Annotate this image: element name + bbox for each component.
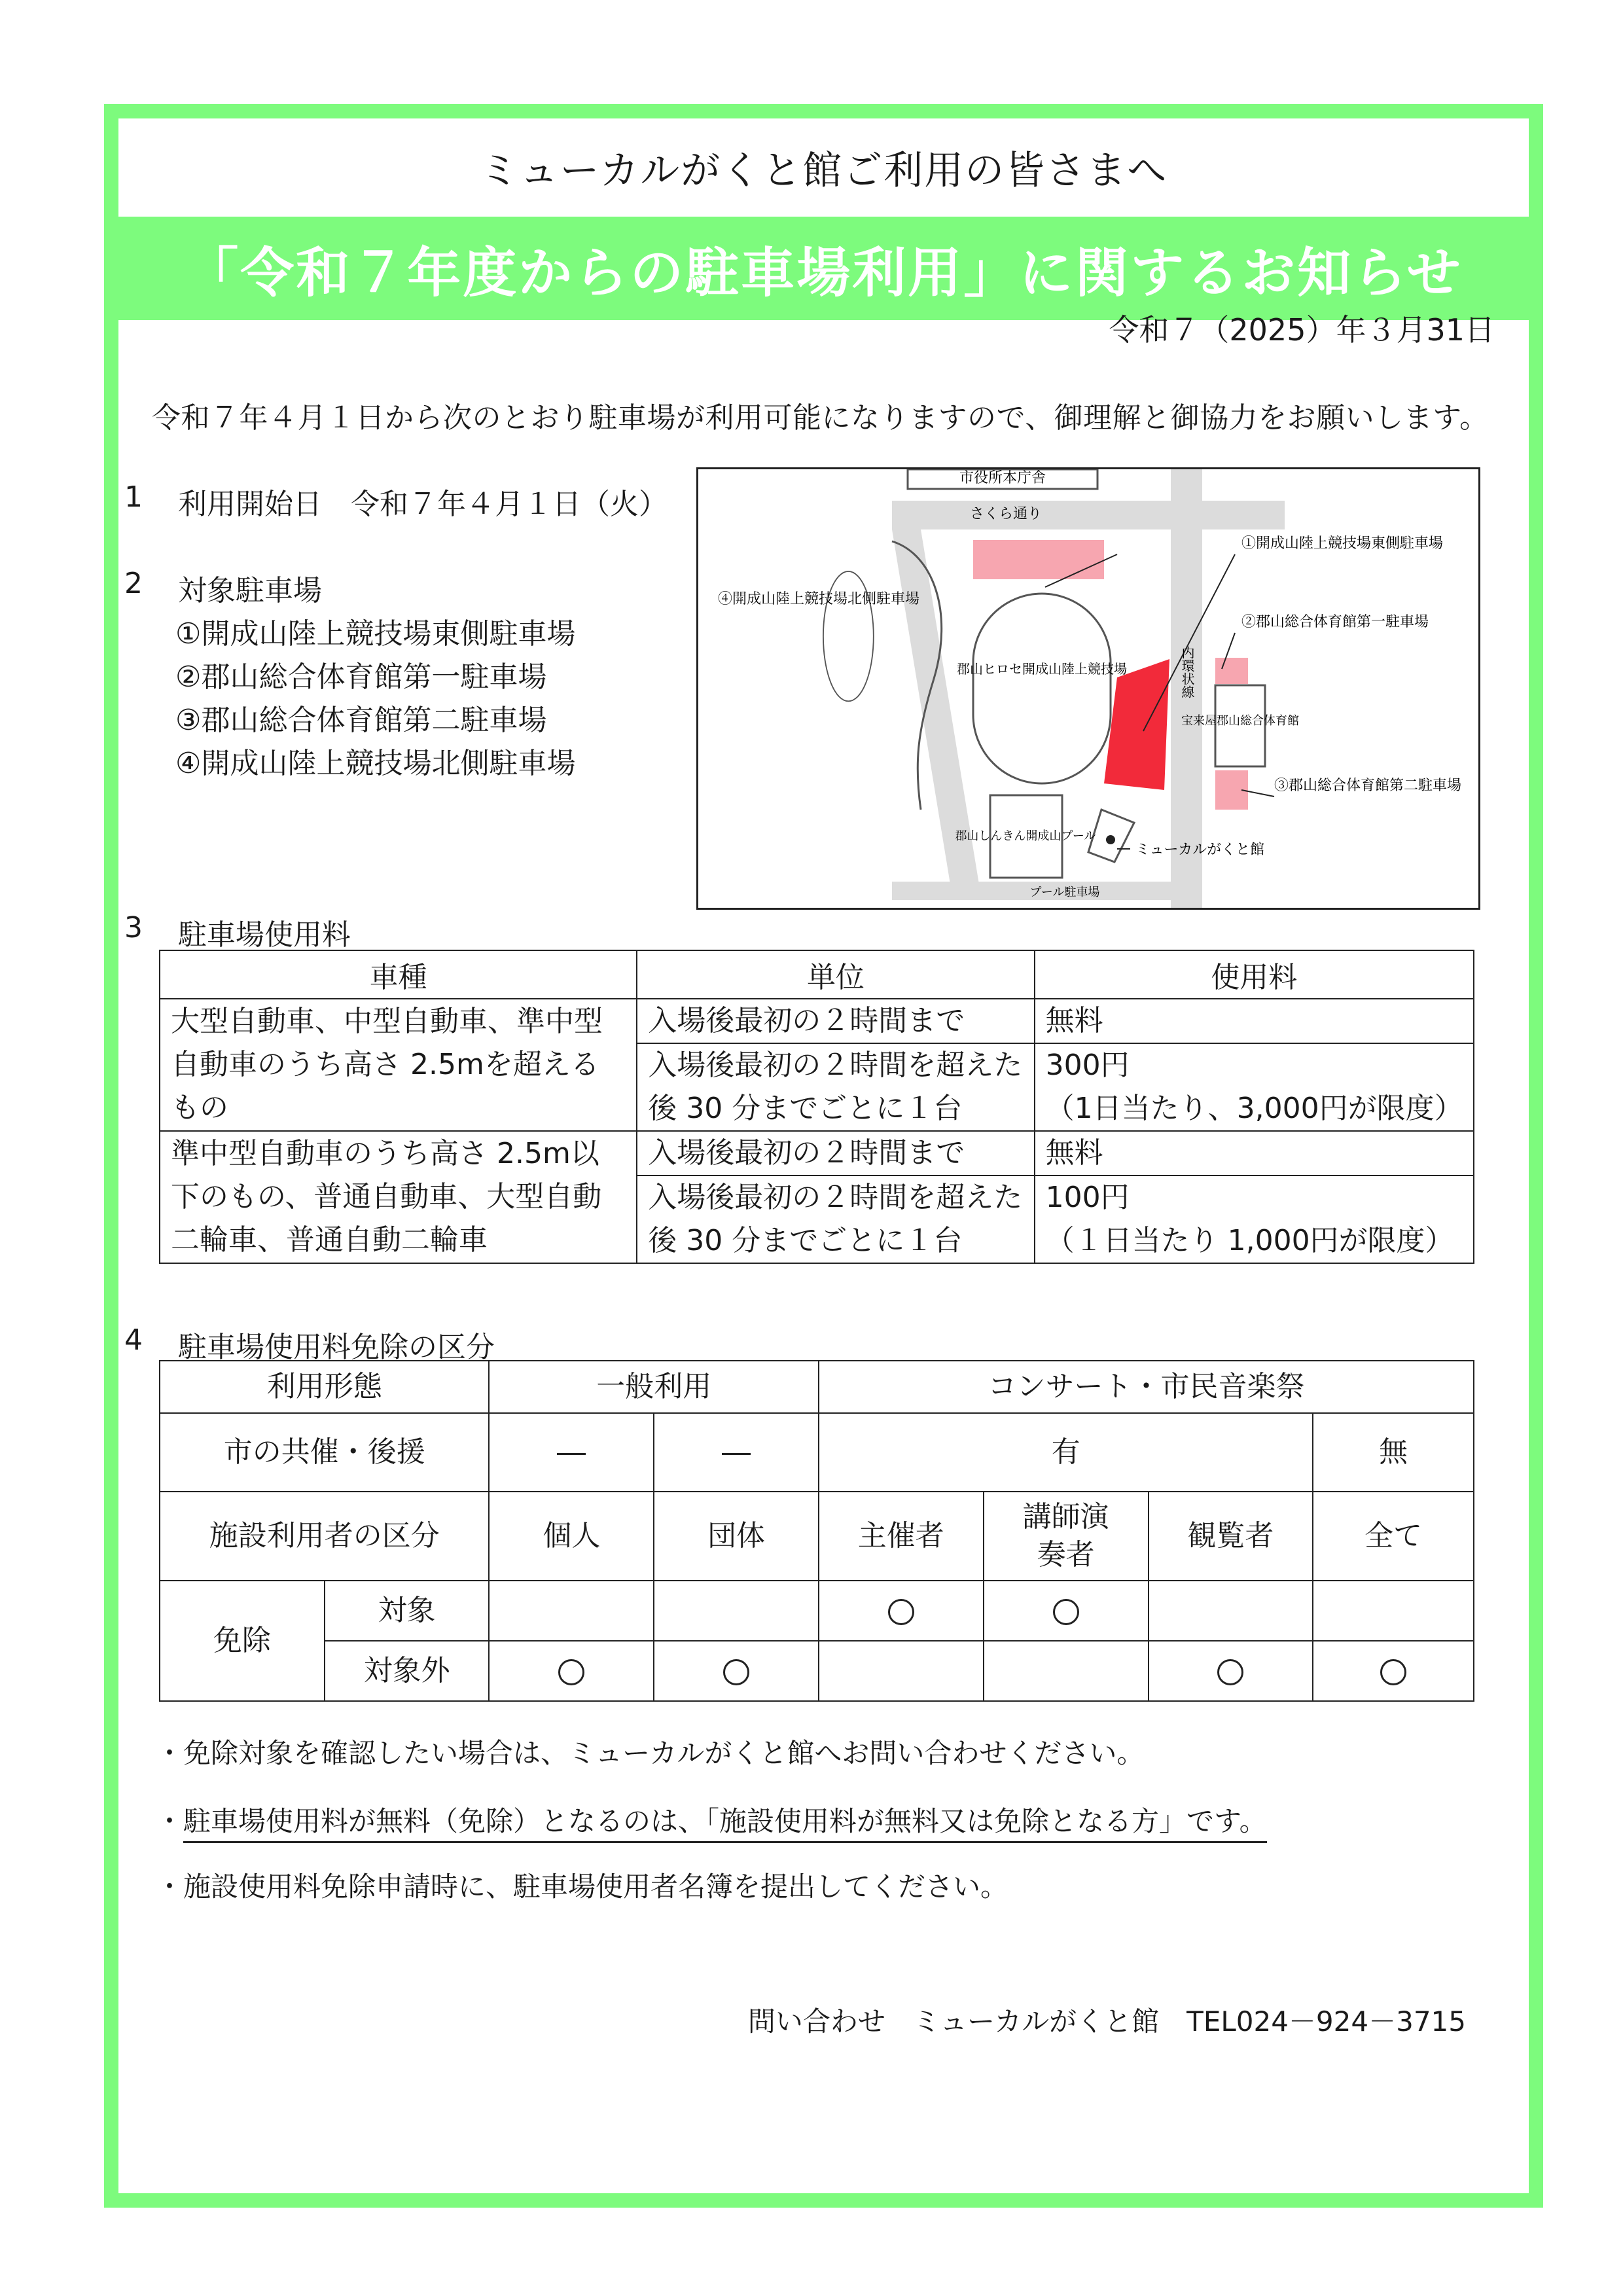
fee-value-cell: 無料 [1035,999,1474,1043]
section-4-label: 駐車場使用料免除の区分 [178,1331,495,1364]
map-pool-parking-label: プール駐車場 [1029,886,1100,899]
section-3-num: 3 [124,911,143,944]
fee-header-unit: 単位 [637,950,1034,999]
exemption-usage-header: 利用形態 [160,1361,489,1413]
parking-map [696,467,1480,910]
exemption-cell [819,1581,984,1641]
exemption-user-individual: 個人 [489,1492,654,1581]
fee-amount: 300円 [1045,1049,1130,1082]
parking-fee-table [159,950,1474,1264]
greeting-header: ミューカルがくと館ご利用の皆さまへ [479,148,1168,194]
fee-header-row [160,950,1474,999]
issue-date: 令和７（2025）年３月31日 [1109,312,1495,348]
exemption-user-group: 団体 [654,1492,819,1581]
note-2-bullet: ・ [156,1805,184,1837]
circle-mark [558,1659,584,1685]
fee-unit-cell: 入場後最初の２時間を超えた後 30 分までごとに１台 [637,1043,1034,1131]
fee-row [160,999,1474,1043]
exemption-user-organizer: 主催者 [819,1492,984,1581]
dash-mark [557,1453,586,1455]
circle-mark [1053,1599,1079,1625]
map-label-3: ③郡山総合体育館第二駐車場 [1274,777,1462,793]
section-2-label: 対象駐車場 [178,574,322,607]
map-stadium-label: 郡山ヒロセ開成山陸上競技場 [957,662,1127,677]
map-drawing [698,469,1478,908]
fee-row [160,1131,1474,1175]
fee-header-vehicle: 車種 [160,950,637,999]
exemption-cell [1149,1641,1313,1701]
map-gym-label: 宝来屋郡山総合体育館 [1181,714,1299,727]
parking-item-3: ③郡山総合体育館第二駐車場 [175,704,547,737]
exemption-cell [1313,1641,1474,1701]
exemption-cell [489,1641,654,1701]
fee-unit-cell: 入場後最初の２時間を超えた後 30 分までごとに１台 [637,1175,1034,1263]
circle-mark [1217,1659,1243,1685]
exemption-cell [819,1641,984,1701]
exemption-target-label: 対象 [325,1581,490,1641]
exemption-cell [984,1641,1149,1701]
section-1-num: 1 [124,480,143,514]
fee-value-cell [1035,1175,1474,1263]
map-label-2: ②郡山総合体育館第一駐車場 [1241,613,1429,630]
circle-mark [1380,1659,1406,1685]
fee-value-cell [1035,1043,1474,1131]
dash-mark [722,1453,751,1455]
parking-item-2: ②郡山総合体育館第一駐車場 [175,660,547,694]
map-label-1: ①開成山陸上競技場東側駐車場 [1241,535,1444,551]
circle-mark [888,1599,914,1625]
exemption-table [159,1360,1474,1702]
exemption-row-non-target [160,1641,1474,1701]
exemption-user-all: 全て [1313,1492,1474,1581]
exemption-cell [984,1581,1149,1641]
exemption-cell [654,1413,819,1492]
exemption-cell [654,1581,819,1641]
intro-text: 令和７年４月１日から次のとおり駐車場が利用可能になりますので、御理解と御協力をお願いします。 [152,401,1489,435]
fee-header-fee: 使用料 [1035,950,1474,999]
map-city-hall-label: 市役所本庁舎 [959,469,1046,486]
fee-limit-note: （１日当たり 1,000円が限度） [1045,1224,1454,1257]
note-1: ・免除対象を確認したい場合は、ミューカルがくと館へお問い合わせください。 [156,1737,1145,1769]
parking-item-4: ④開成山陸上競技場北側駐車場 [175,747,576,780]
exemption-row-sponsor [160,1413,1474,1492]
exemption-cell [1313,1581,1474,1641]
exemption-row-usage [160,1361,1474,1413]
section-2-num: 2 [124,567,143,600]
exemption-user-audience: 観覧者 [1149,1492,1313,1581]
map-ring-road-label: 内環状線 [1179,646,1194,698]
fee-value-cell: 無料 [1035,1131,1474,1175]
fee-vehicle-cell: 大型自動車、中型自動車、準中型自動車のうち高さ 2.5mを超えるもの [160,999,637,1131]
map-pool-label: 郡山しんきん開成山プール [955,829,1096,842]
section-3-label: 駐車場使用料 [178,918,351,952]
circle-mark [723,1659,749,1685]
fee-unit-cell: 入場後最初の２時間まで [637,999,1034,1043]
map-museum-label: ミューカルがくと館 [1135,841,1265,857]
map-label-4: ④開成山陸上競技場北側駐車場 [718,590,920,607]
note-2-text: 駐車場使用料が無料（免除）となるのは、「施設使用料が無料又は免除となる方」です。 [183,1805,1267,1843]
exemption-user-header: 施設利用者の区分 [160,1492,489,1581]
exemption-row-target [160,1581,1474,1641]
exemption-non-target-label: 対象外 [325,1641,490,1701]
exemption-user-performer: 講師演奏者 [984,1492,1149,1581]
contact-info: 問い合わせ ミューカルがくと館 TEL024－924－3715 [747,2005,1466,2037]
fee-amount: 100円 [1045,1181,1130,1214]
exemption-sponsor-no: 無 [1313,1413,1474,1492]
exemption-cell [654,1641,819,1701]
exemption-cell [489,1581,654,1641]
note-3: ・施設使用料免除申請時に、駐車場使用者名簿を提出してください。 [156,1871,1008,1903]
exemption-row-user [160,1492,1474,1581]
section-4-num: 4 [124,1323,143,1357]
notice-title: 「令和７年度からの駐車場利用」に関するお知らせ [118,217,1529,320]
fee-limit-note: （1日当たり、3,000円が限度） [1045,1092,1463,1125]
fee-vehicle-cell: 準中型自動車のうち高さ 2.5m以下のもの、普通自動車、大型自動二輪車、普通自動二輪車 [160,1131,637,1263]
exemption-cell [1149,1581,1313,1641]
note-2 [156,1800,1267,1839]
exemption-general-header: 一般利用 [489,1361,818,1413]
exemption-sponsor-header: 市の共催・後援 [160,1413,489,1492]
parking-item-1: ①開成山陸上競技場東側駐車場 [175,617,576,651]
fee-unit-cell: 入場後最初の２時間まで [637,1131,1034,1175]
exemption-cell [489,1413,654,1492]
exemption-concert-header: コンサート・市民音楽祭 [819,1361,1474,1413]
exemption-label: 免除 [160,1581,325,1701]
exemption-sponsor-yes: 有 [819,1413,1313,1492]
map-sakura-street-label: さくら通り [969,505,1043,522]
section-1-label: 利用開始日 令和７年４月１日（火） [178,488,668,521]
